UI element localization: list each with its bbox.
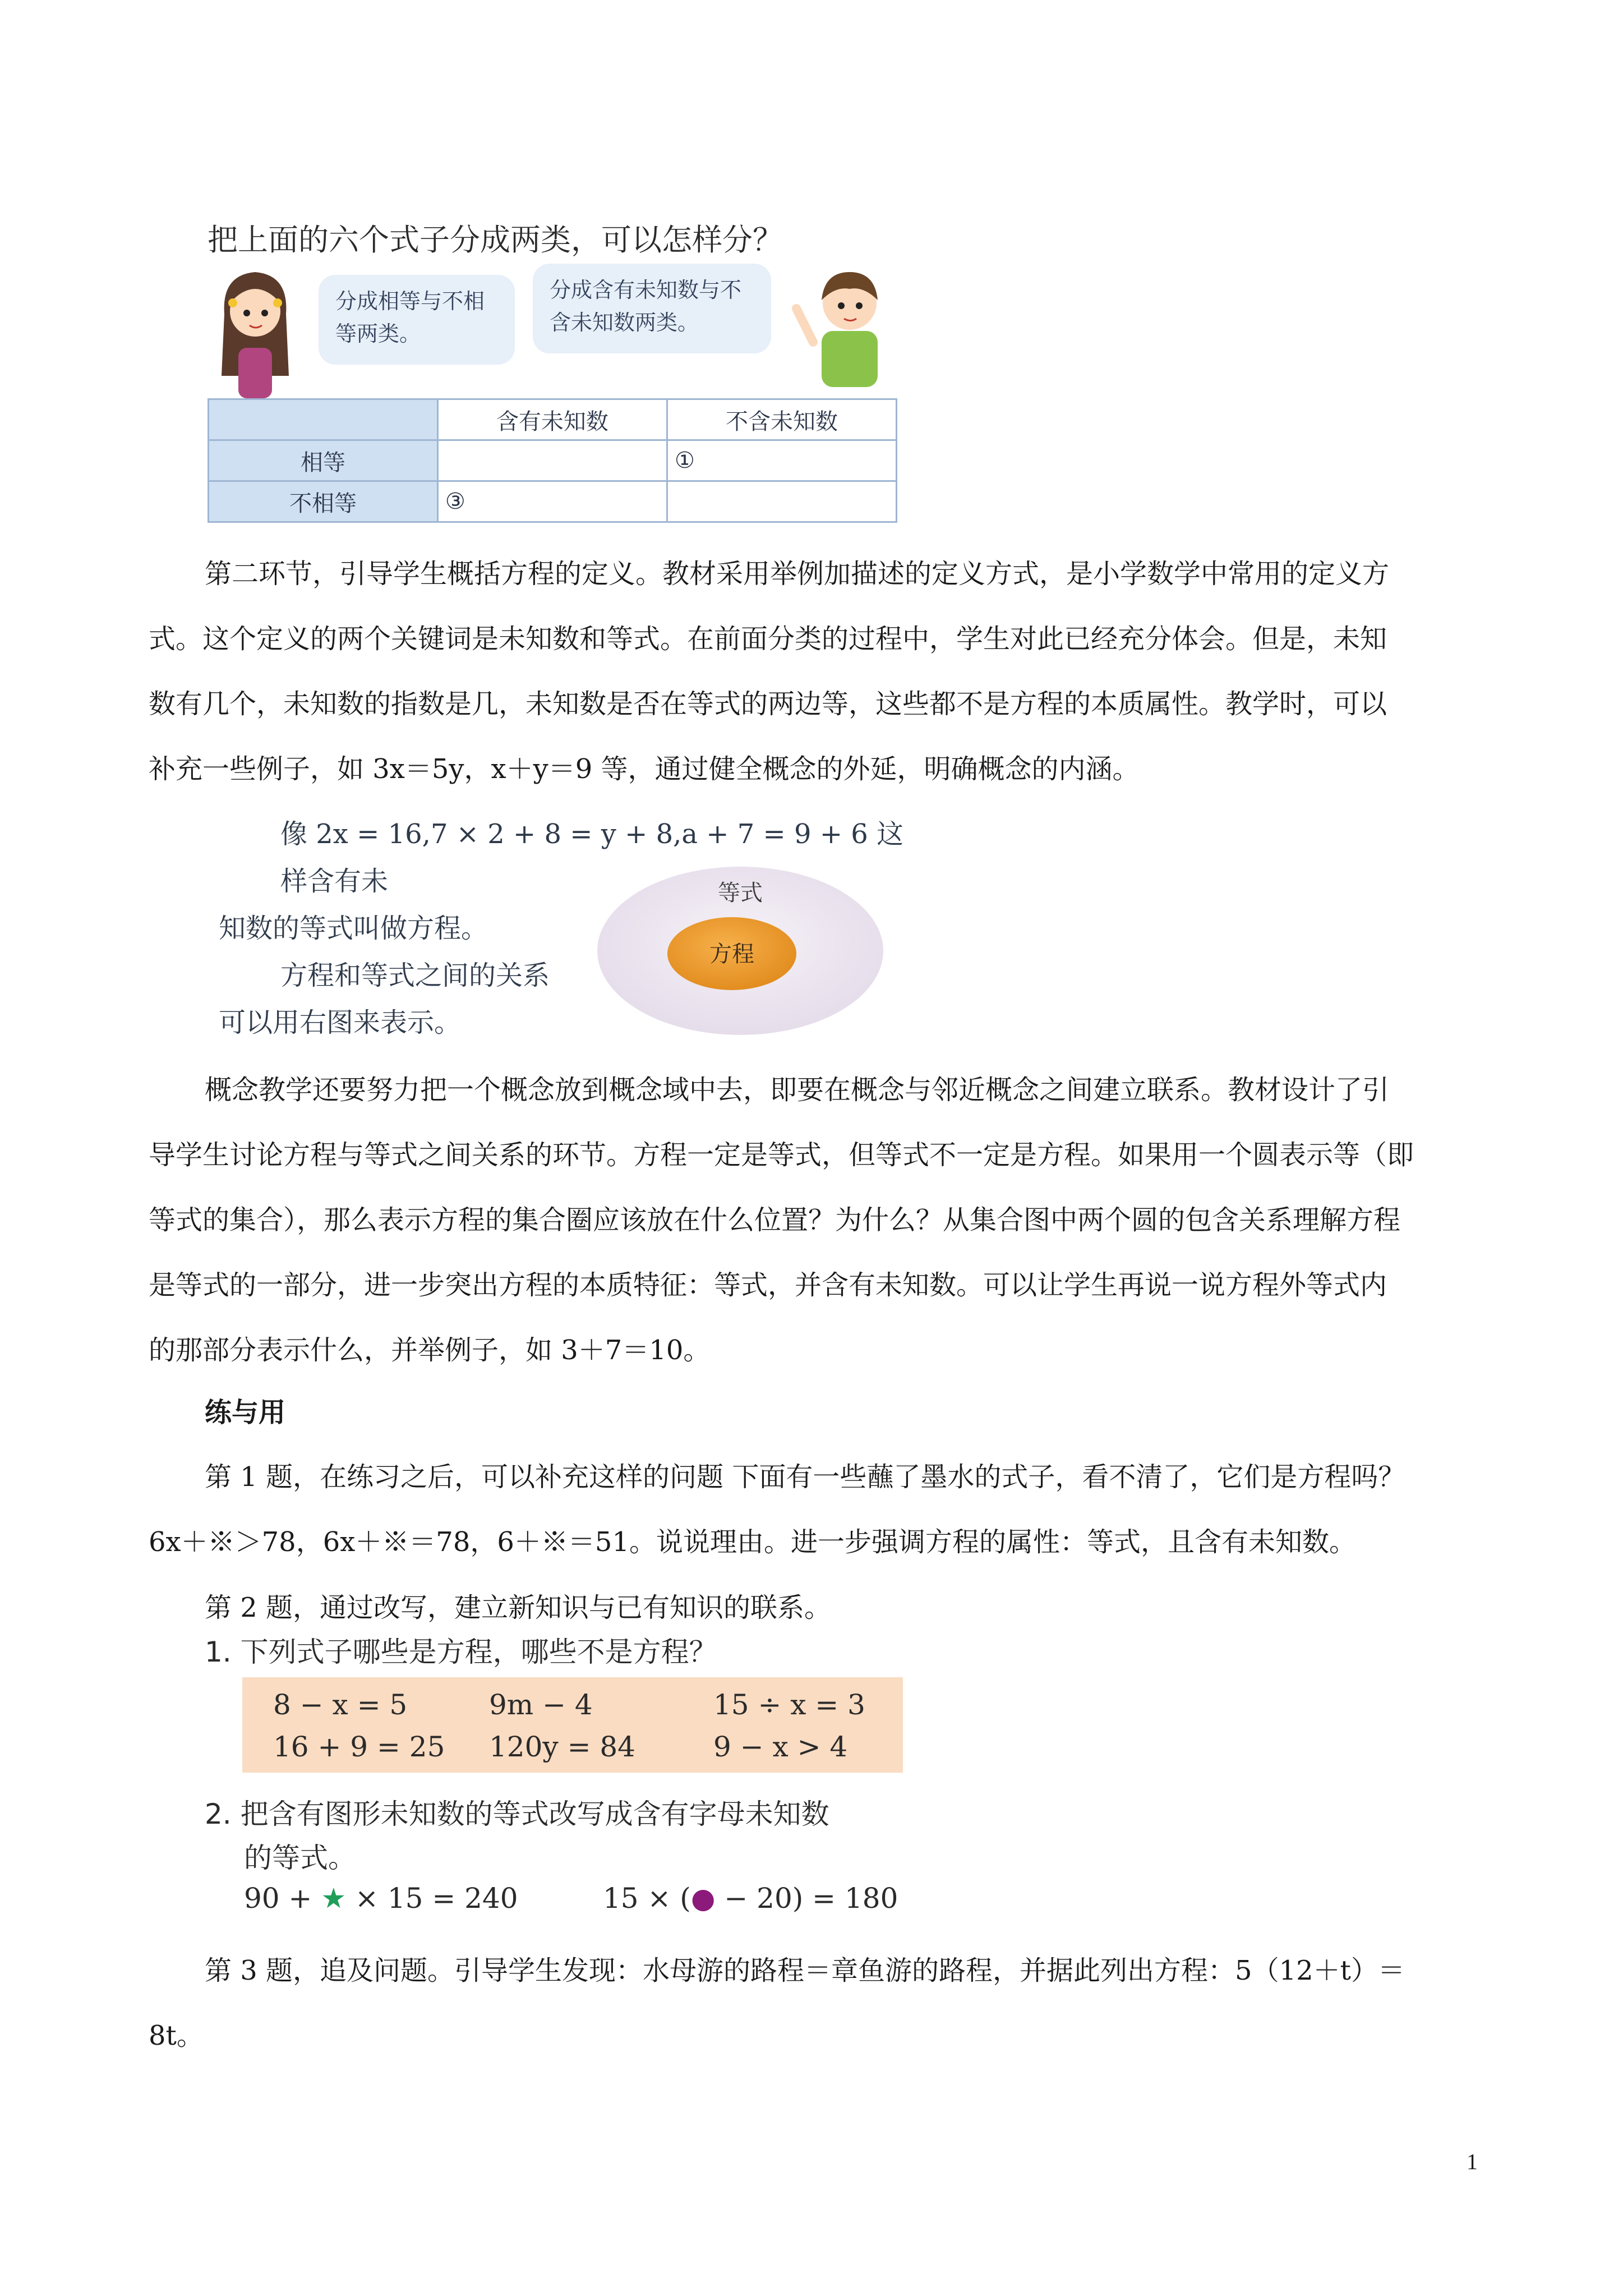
paragraph-line: 第二环节，引导学生概括方程的定义。教材采用举例加描述的定义方式，是小学数学中常用的定义方 — [205, 558, 1390, 590]
table-row-unequal: 不相等 — [209, 481, 438, 522]
exercise-2-title-line: 的等式。 — [244, 1842, 356, 1874]
expression-item: 9m − 4 — [489, 1688, 593, 1721]
equation-part: × 15 = 240 — [346, 1882, 518, 1915]
classification-table — [208, 398, 897, 523]
paragraph-definition — [149, 541, 1495, 802]
definition-line: 方程和等式之间的关系 — [280, 960, 550, 991]
set-diagram — [594, 864, 886, 1038]
paragraph-line: 是等式的一部分，进一步突出方程的本质特征：等式，并含有未知数。可以让学生再说一说方程外等式内 — [149, 1269, 1387, 1301]
girl-speech-text: 分成相等与不相等两类。 — [335, 289, 485, 346]
equation-part: 15 × ( — [603, 1882, 691, 1915]
equation-part: 90 + — [244, 1882, 321, 1915]
exercise-1-box — [242, 1677, 903, 1773]
paragraph-line: 数有几个，未知数的指数是几，未知数是否在等式的两边等，这些都不是方程的本质属性。教学时，可以 — [149, 688, 1387, 720]
equation-part: − 20) = 180 — [715, 1882, 898, 1915]
boy-illustration — [791, 258, 903, 387]
exercise-2-title — [205, 1792, 829, 1880]
expression-item: 9 − x > 4 — [713, 1731, 848, 1763]
definition-line: 像 2x = 16,7 × 2 + 8 = y + 8,a + 7 = 9 + 6 这样含有未 — [280, 818, 904, 897]
paragraph-line: 式。这个定义的两个关键词是未知数和等式。在前面分类的过程中，学生对此已经充分体会。但是，未知 — [149, 623, 1387, 655]
paragraph-line: 8t。 — [149, 2020, 204, 2051]
table-cell — [437, 440, 667, 481]
paragraph-line: 概念教学还要努力把一个概念放到概念域中去，即要在概念与邻近概念之间建立联系。教材设计了引 — [205, 1074, 1390, 1106]
equation-label: 方程 — [709, 941, 754, 967]
expression-item: 16 + 9 = 25 — [273, 1731, 445, 1763]
table-cell — [667, 481, 896, 522]
paragraph-exercise-3 — [149, 1938, 1495, 2068]
paragraph-line: 第 1 题，在练习之后，可以补充这样的问题 下面有一些蘸了墨水的式子，看不清了，它们是方程吗？ — [205, 1461, 1405, 1493]
definition-line: 知数的等式叫做方程。 — [219, 913, 488, 944]
table-cell-label: ① — [667, 440, 896, 481]
table-corner-cell — [209, 399, 438, 440]
expression-item: 120y = 84 — [489, 1731, 635, 1763]
paragraph-line: 第 2 题，通过改写，建立新知识与已有知识的联系。 — [205, 1592, 832, 1623]
table-header-without-unknown: 不含未知数 — [667, 399, 896, 440]
girl-speech-bubble — [319, 275, 515, 365]
table-header-with-unknown: 含有未知数 — [437, 399, 667, 440]
equation-star — [244, 1882, 518, 1915]
dot-icon: ● — [690, 1882, 716, 1915]
paragraph-concept-domain — [149, 1057, 1495, 1383]
paragraph-line: 的那部分表示什么，并举例子，如 3＋7＝10。 — [149, 1335, 711, 1366]
expression-item: 8 − x = 5 — [273, 1688, 408, 1721]
expression-item: 15 ÷ x = 3 — [713, 1688, 865, 1721]
girl-illustration — [213, 264, 297, 398]
equality-label: 等式 — [718, 880, 763, 906]
set-diagram-svg — [594, 864, 886, 1038]
boy-speech-text: 分成含有未知数与不含未知数两类。 — [550, 278, 742, 335]
definition-line: 可以用右图来表示。 — [219, 1007, 462, 1038]
star-icon: ★ — [321, 1882, 347, 1915]
table-row-equal: 相等 — [209, 440, 438, 481]
classification-question: 把上面的六个式子分成两类，可以怎样分？ — [208, 222, 783, 257]
exercise-1-title: 1. 下列式子哪些是方程，哪些不是方程？ — [205, 1636, 717, 1668]
paragraph-line: 等式的集合），那么表示方程的集合圈应该放在什么位置？为什么？从集合图中两个圆的包含关系理解方程 — [149, 1204, 1401, 1236]
paragraph-line: 导学生讨论方程与等式之间关系的环节。方程一定是等式，但等式不一定是方程。如果用一个圆表示等（即 — [149, 1139, 1414, 1171]
equation-dot — [603, 1882, 898, 1915]
page-number: 1 — [1467, 2149, 1478, 2174]
exercise-2-title-line: 2. 把含有图形未知数的等式改写成含有字母未知数 — [205, 1798, 829, 1830]
paragraph-line: 补充一些例子，如 3x＝5y，x＋y＝9 等，通过健全概念的外延，明确概念的内涵。 — [149, 753, 1140, 785]
section-heading: 练与用 — [205, 1397, 286, 1428]
table-cell-label: ③ — [437, 481, 667, 522]
boy-speech-bubble — [533, 264, 771, 353]
paragraph-exercise-1 — [149, 1444, 1495, 1575]
paragraph-line: 第 3 题，追及问题。引导学生发现：水母游的路程＝章鱼游的路程，并据此列出方程：5（12＋t）＝ — [205, 1955, 1405, 1986]
paragraph-line: 6x＋※＞78，6x＋※＝78，6＋※＝51。说说理由。进一步强调方程的属性：等式，且含有未知数。 — [149, 1526, 1356, 1558]
